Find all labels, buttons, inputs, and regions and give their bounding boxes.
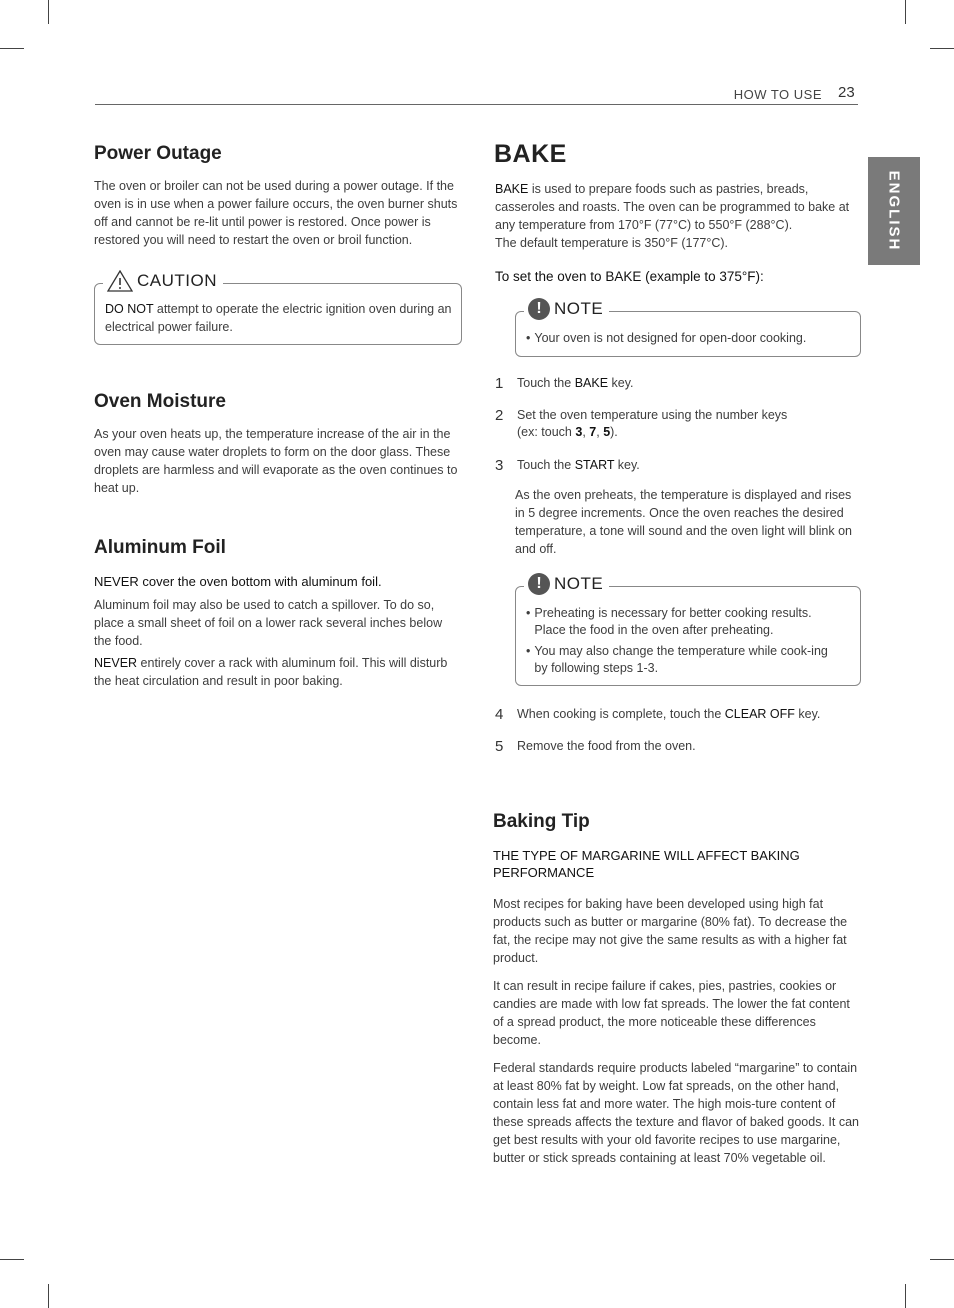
bake-title: BAKE [494,140,567,168]
crop-mark [48,0,49,24]
note-1-item [526,330,852,347]
crop-mark [905,0,906,24]
bake-steps [495,375,860,558]
separator: , [582,425,590,439]
caution-label: CAUTION [137,271,217,290]
note-label-1: NOTE [554,299,604,318]
note-2-item-1-text: Preheating is necessary for better cooking results. Place the food in the oven after preheating. [534,606,812,637]
oven-moisture-body: As your oven heats up, the temperature increase of the air in the oven may cause water droplets to form on the door glass. These droplets are harmless and will evaporate as the oven continues to heat up. [94,427,458,495]
step-number: 2 [495,407,504,424]
step-1-pre: Touch the [517,376,575,390]
crop-mark [48,1284,49,1308]
header-section-label: HOW TO USE [733,87,822,102]
bake-key-label: BAKE [574,376,609,390]
note-box-1 [515,299,861,357]
baking-tip-subhead: THE TYPE OF MARGARINE WILL AFFECT BAKING PERFORMANCE [493,848,800,880]
left-column [94,140,462,690]
bake-intro-default: The default temperature is 350°F (177°C). [495,236,729,250]
step-number: 1 [495,375,504,392]
bake-intro [495,180,860,252]
right-column [493,140,860,1167]
power-outage-body: The oven or broiler can not be used during a power outage. If the oven is in use when a power failure occurs, the oven burner shuts off and cannot be re-lit until power is restored. Once power is restored you will need to restart the oven or broil function. [94,179,458,247]
step-1-text [517,375,634,392]
baking-tip-p3: Federal standards require products labeled “margarine” to contain at least 80% fat by weight. Low fat spreads, on the other hand, contain less fat and more water. The high mois-ture content of these spreads affects the texture and flavor of baked goods. It can get best results with your old favorite recipes to use margarine, butter or stick spreads containing at least 70% vegetable oil. [493,1061,859,1165]
bullet-icon: • [526,644,531,658]
note-label-2: NOTE [554,574,604,593]
warning-triangle-icon [107,270,133,292]
step-1-post: key. [608,376,634,390]
key-7: 7 [589,425,597,439]
caution-header [103,270,223,292]
crop-mark [930,48,954,49]
note-header-1 [524,298,609,320]
aluminum-foil-p2 [94,654,462,690]
bake-steps-continued [495,706,860,755]
note-1-item-text: Your oven is not designed for open-door cooking. [534,331,807,345]
page-number: 23 [838,84,855,101]
step-2 [495,407,860,441]
baking-tip-p2: It can result in recipe failure if cakes, pies, pastries, cookies or candies are made with low fat spreads. The lower the fat content of a spread product, the more noticeable these differences become. [493,979,850,1047]
step-number: 4 [495,706,504,723]
step-2-line2-pre: (ex: touch [517,425,576,439]
step-1 [495,375,860,392]
step-3-post: key. [614,458,640,472]
step-number: 5 [495,738,504,755]
step-4-pre: When cooking is complete, touch the [517,707,725,721]
aluminum-foil-subhead: NEVER cover the oven bottom with aluminum foil. [94,574,382,589]
bullet-icon: • [526,331,531,345]
step-2-line1: Set the oven temperature using the number keys [517,408,788,422]
language-tab-label: ENGLISH [885,170,903,252]
start-key-label: START [574,458,615,472]
step-4-text [517,706,820,723]
step-4-post: key. [794,707,821,721]
baking-tip-title: Baking Tip [493,811,590,832]
separator: , [596,425,604,439]
exclamation-icon: ! [528,573,550,595]
step-3-detail: As the oven preheats, the temperature is displayed and rises in 5 degree increments. Once the oven reaches the desired temperature, a tone will sound and the oven light will blink on and off. [515,488,853,556]
bake-intro-body: is used to prepare foods such as pastries, breads, casseroles and roasts. The oven can be programmed to bake at any temperature from 170°F (77°C) to 550°F (288°C). [495,182,850,232]
caution-body: attempt to operate the electric ignition oven during an electrical power failure. [105,302,452,334]
caution-text [105,300,453,336]
aluminum-foil-p2-body: entirely cover a rack with aluminum foil. This will disturb the heat circulation and result in poor baking. [94,656,448,688]
step-4 [495,706,860,723]
power-outage-title: Power Outage [94,143,222,164]
clear-off-key-label: CLEAR OFF [724,707,795,721]
step-3-text [517,457,640,474]
note-box-2 [515,574,861,686]
aluminum-foil-p2-emphasis: NEVER [94,656,138,670]
note-2-item [526,605,838,639]
step-2-line2-post: ). [610,425,618,439]
key-5: 5 [603,425,611,439]
crop-mark [0,1259,24,1260]
crop-mark [905,1284,906,1308]
step-3 [495,457,860,474]
caution-emphasis: DO NOT [105,302,154,316]
step-2-text [517,407,787,441]
step-3-pre: Touch the [517,458,575,472]
bullet-icon: • [526,606,531,620]
exclamation-icon: ! [528,298,550,320]
step-5 [495,738,860,755]
step-5-text: Remove the food from the oven. [517,739,696,753]
step-number: 3 [495,457,504,474]
key-3: 3 [575,425,583,439]
aluminum-foil-p1: Aluminum foil may also be used to catch a spillover. To do so, place a small sheet of foil on a lower rack several inches below the food. [94,598,443,648]
baking-tip-p1: Most recipes for baking have been developed using high fat products such as butter or margarine (80% fat). To decrease the fat, the recipe may not give the same results as with a higher fat product. [493,897,848,965]
note-2-item [526,643,838,677]
note-2-item-2-text: You may also change the temperature while cook-ing by following steps 1-3. [534,644,828,675]
bake-intro-emphasis: BAKE [495,182,529,196]
header-rule [95,104,858,105]
bake-subhead: To set the oven to BAKE (example to 375°F): [495,269,764,284]
note-header-2 [524,573,609,595]
crop-mark [0,48,24,49]
aluminum-foil-title: Aluminum Foil [94,537,226,558]
language-tab [868,157,920,265]
oven-moisture-title: Oven Moisture [94,391,226,412]
crop-mark [930,1259,954,1260]
caution-box [94,271,462,345]
